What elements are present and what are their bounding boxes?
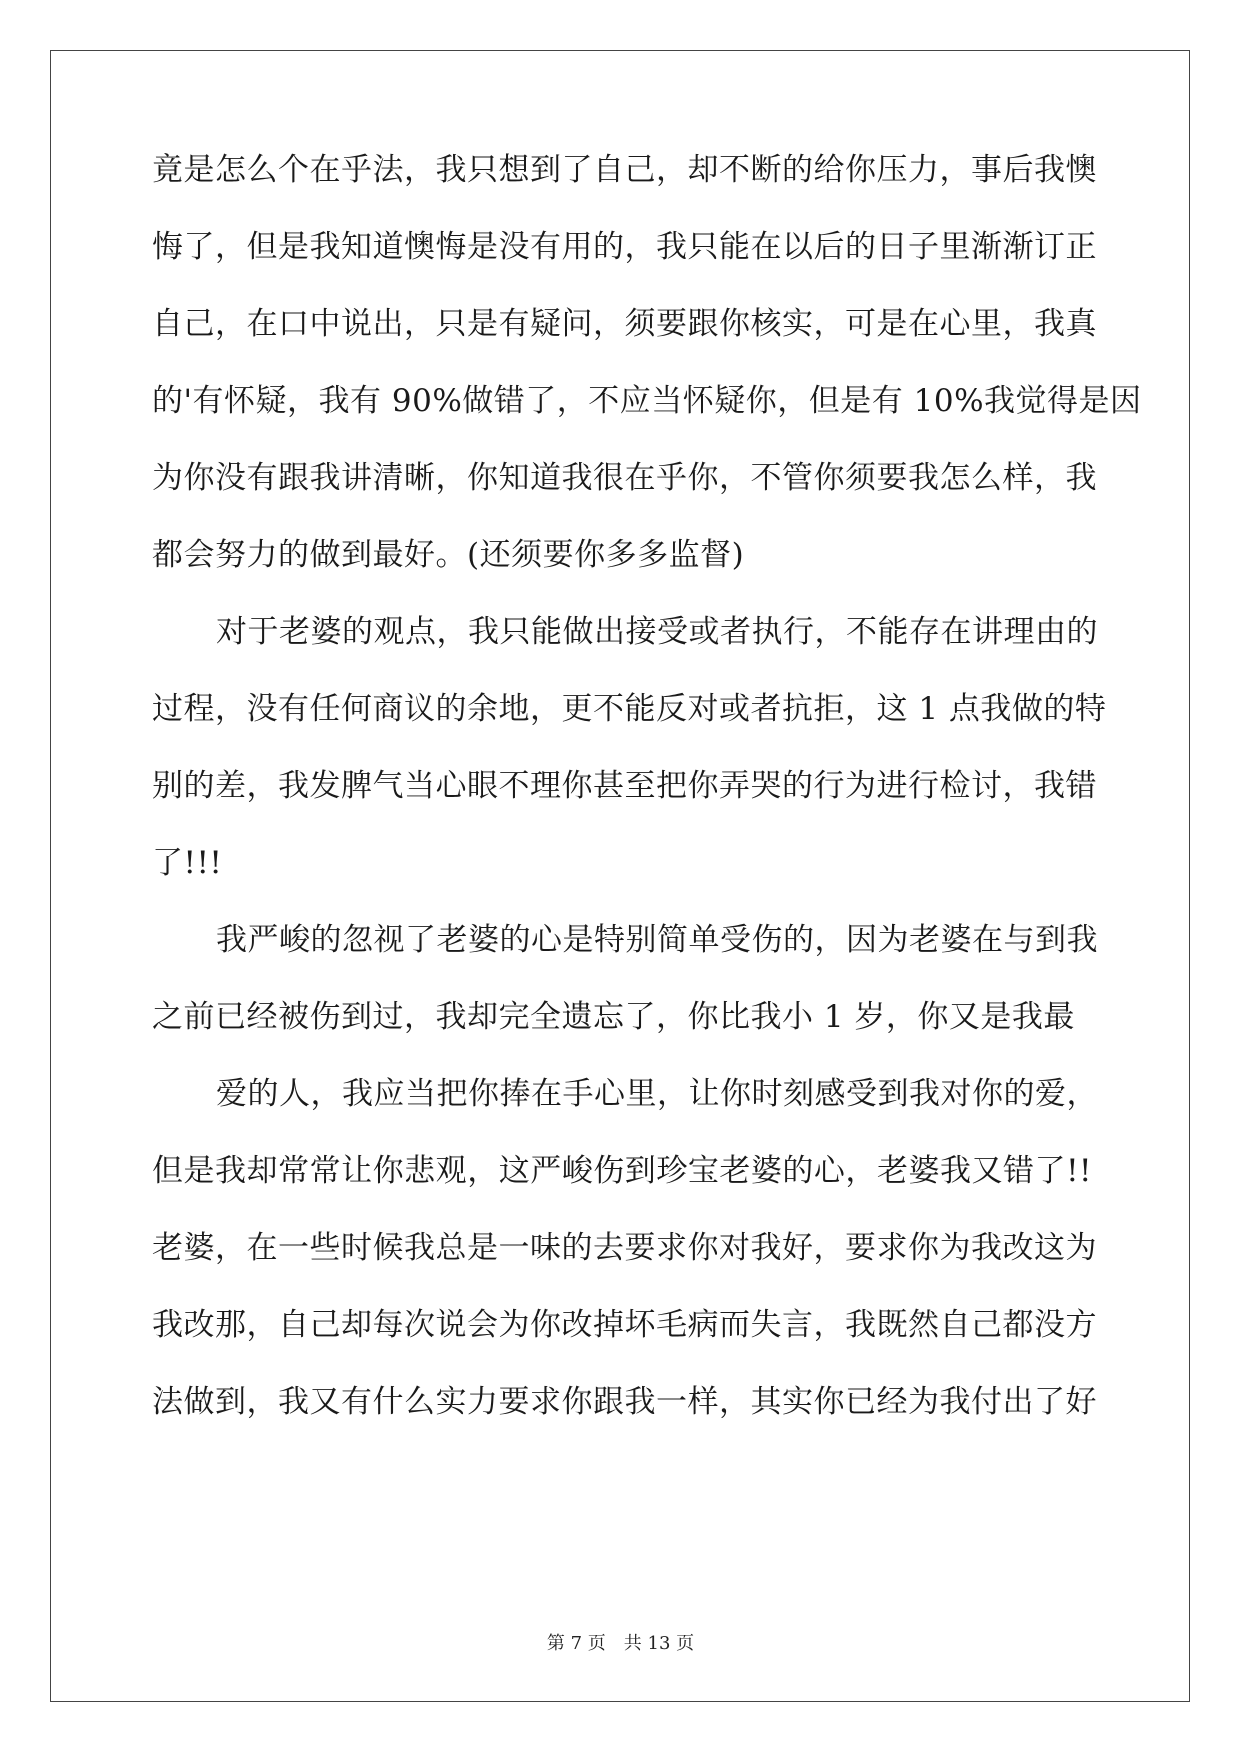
page-number: 第 7 页 共 13 页	[546, 1633, 695, 1654]
text-line: 的'有怀疑，我有 90%做错了，不应当怀疑你，但是有 10%我觉得是因	[152, 383, 1142, 419]
text-line: 过程，没有任何商议的余地，更不能反对或者抗拒，这 1 点我做的特	[152, 691, 1107, 727]
text-line: 我改那，自己却每次说会为你改掉坏毛病而失言，我既然自己都没方	[152, 1307, 1097, 1343]
text-line: 法做到，我又有什么实力要求你跟我一样，其实你已经为我付出了好	[152, 1384, 1097, 1420]
text-line: 我严峻的忽视了老婆的心是特别简单受伤的，因为老婆在与到我	[216, 922, 1098, 958]
text-line: 爱的人，我应当把你捧在手心里，让你时刻感受到我对你的爱，	[216, 1076, 1098, 1112]
text-line: 对于老婆的观点，我只能做出接受或者执行，不能存在讲理由的	[216, 614, 1098, 650]
text-line: 之前已经被伤到过，我却完全遗忘了，你比我小 1 岁，你又是我最	[152, 999, 1075, 1035]
text-line: 自己，在口中说出，只是有疑问，须要跟你核实，可是在心里，我真	[152, 306, 1097, 342]
text-line: 老婆，在一些时候我总是一味的去要求你对我好，要求你为我改这为	[152, 1230, 1097, 1266]
text-line: 为你没有跟我讲清晰，你知道我很在乎你，不管你须要我怎么样，我	[152, 460, 1097, 496]
text-line: 竟是怎么个在乎法，我只想到了自己，却不断的给你压力，事后我懊	[152, 152, 1097, 188]
text-line: 了!!!	[152, 845, 223, 881]
text-line: 别的差，我发脾气当心眼不理你甚至把你弄哭的行为进行检讨，我错	[152, 768, 1097, 804]
text-line: 悔了，但是我知道懊悔是没有用的，我只能在以后的日子里渐渐订正	[152, 229, 1097, 265]
text-line: 但是我却常常让你悲观，这严峻伤到珍宝老婆的心，老婆我又错了!!	[152, 1153, 1092, 1189]
text-line: 都会努力的做到最好。(还须要你多多监督)	[152, 537, 745, 573]
